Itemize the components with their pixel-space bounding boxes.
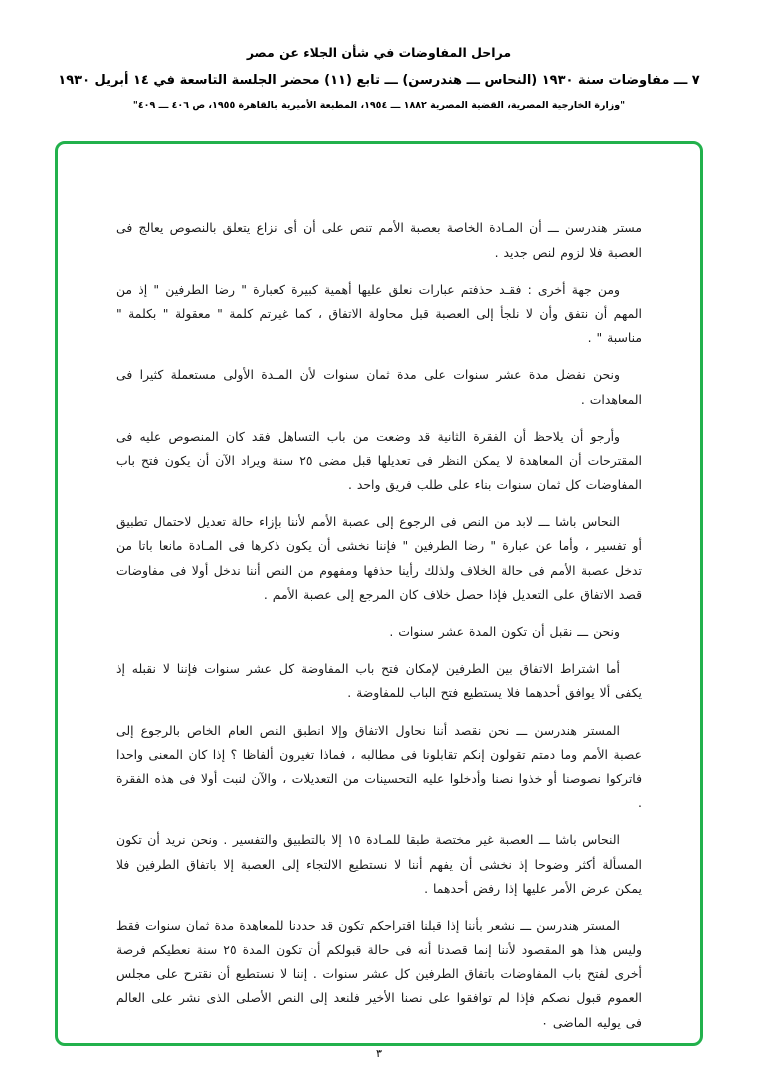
paragraph: ونحن ـــ نقبل أن تكون المدة عشر سنوات . [389,624,620,640]
content-frame [55,141,703,1046]
page-header [0,0,758,113]
paragraph: ومن جهة أخرى : فقـد حذفتم عبارات نعلق عليها أهمية كبيرة كعبارة " رضا الطرفين " إذ من المهم أن نتفق وأن لا نلجأ إلى العصبة قبل محاولة الاتفاق ، كما غيرتم كلمة " معقولة " بكلمة " مناسبة " . [116,281,642,346]
paragraph: وأرجو أن يلاحظ أن الفقرة الثانية قد وضعت من باب التساهل فقد كان المنصوص عليه فى المقترحات أن المعاهدة لا يمكن النظر فى تعديلها قبل مضى ٢٥ سنة ويراد الآن أن يكون فتح باب المفاوضات كل ثمان سنوات بناء على طلب فريق واحد . [116,428,642,493]
content-body [116,204,642,1030]
paragraph: ونحن نفضل مدة عشر سنوات على مدة ثمان سنوات لأن المـدة الأولى مستعملة كثيرا فى المعاهدات . [116,367,642,407]
paragraph: المستر هندرسن ـــ نشعر بأننا إذا قبلنا اقتراحكم تكون قد حددنا للمعاهدة مدة ثمان سنوات فقط وليس هذا هو المقصود لأننا إنما قصدنا أنه فى حالة قبولكم أن تكون المدة ٢٥ سنة نعطيكم فرصة أخرى لفتح باب المفاوضات باتفاق الطرفين كل عشر سنوات . إننا لا نستطيع أن نقترح على مجلس العموم قبول نصكم فإذا لم توافقوا على نصنا الأخير فلنعد إلى النص الأصلى الذى نشر على العالم فى يوليه الماضى ٠ [116,917,642,1030]
document-title: مراحل المفاوضات في شأن الجلاء عن مصر [246,45,512,60]
paragraph: مستر هندرسن ـــ أن المـادة الخاصة بعصبة الأمم تنص على أن أى نزاع يتعلق بالنصوص يعالج فى العصبة فلا لزوم لنص جديد . [116,220,642,260]
paragraph: النحاس باشا ـــ لابد من النص فى الرجوع إلى عصبة الأمم لأننا بإزاء حالة تعديل لاحتمال تطبيق أو تفسير ، وأما عن عبارة " رضا الطرفين " فإننا نخشى أن يكون ذكرها فى المـادة مانعا باتا من تدخل عصبة الأمم فى حالة الخلاف ولذلك رأينا حذفها ومفهوم من النص أننا ندخل أولا فى مفاوضات قصد الاتفاق على التعديل فإذا حصل خلاف كان المرجع إلى عصبة الأمم . [116,514,642,602]
page-number: ٣ [376,1047,382,1060]
document-source-citation: "وزارة الخارجية المصرية، القضية المصرية ١٨٨٢ ـــ ١٩٥٤، المطبعة الأميرية بالقاهرة ١٩٥٥، ص ٤٠٦ ـــ ٤٠٩" [132,99,626,111]
document-subtitle: ٧ ـــ مفاوضات سنة ١٩٣٠ (النحاس ـــ هندرسن) ـــ تابع (١١) محضر الجلسة التاسعة في ١٤ أبريل ١٩٣٠ [58,72,700,88]
paragraph: أما اشتراط الاتفاق بين الطرفين لإمكان فتح باب المفاوضة كل عشر سنوات فإننا لا نقبله إذ يكفى ألا يوافق أحدهما فلا يستطيع فتح الباب للمفاوضة . [116,661,642,701]
paragraph: النحاس باشا ـــ العصبة غير مختصة طبقا للمـادة ١٥ إلا بالتطبيق والتفسير . ونحن نريد أن تكون المسألة أكثر وضوحا إذ نخشى أن يفهم أننا لا نستطيع الالتجاء إلى العصبة إلا باتفاق الطرفين فلا يمكن عرض الأمر عليها إذا رفض أحدهما . [116,832,642,896]
paragraph: المستر هندرسن ـــ نحن نقصد أننا نحاول الاتفاق وإلا انطبق النص العام الخاص بالرجوع إلى عصبة الأمم وما دمتم تقولون إنكم تقابلونا فى مطالبه ، فماذا تغيرون ألفاظا ؟ إذا كان المعنى واحدا فاتركوا نصوصنا أو خذوا نصنا وأدخلوا عليه التحسينات من التعديلات ، والآن لنبت أولا فى هذه الفقرة . [116,722,642,811]
